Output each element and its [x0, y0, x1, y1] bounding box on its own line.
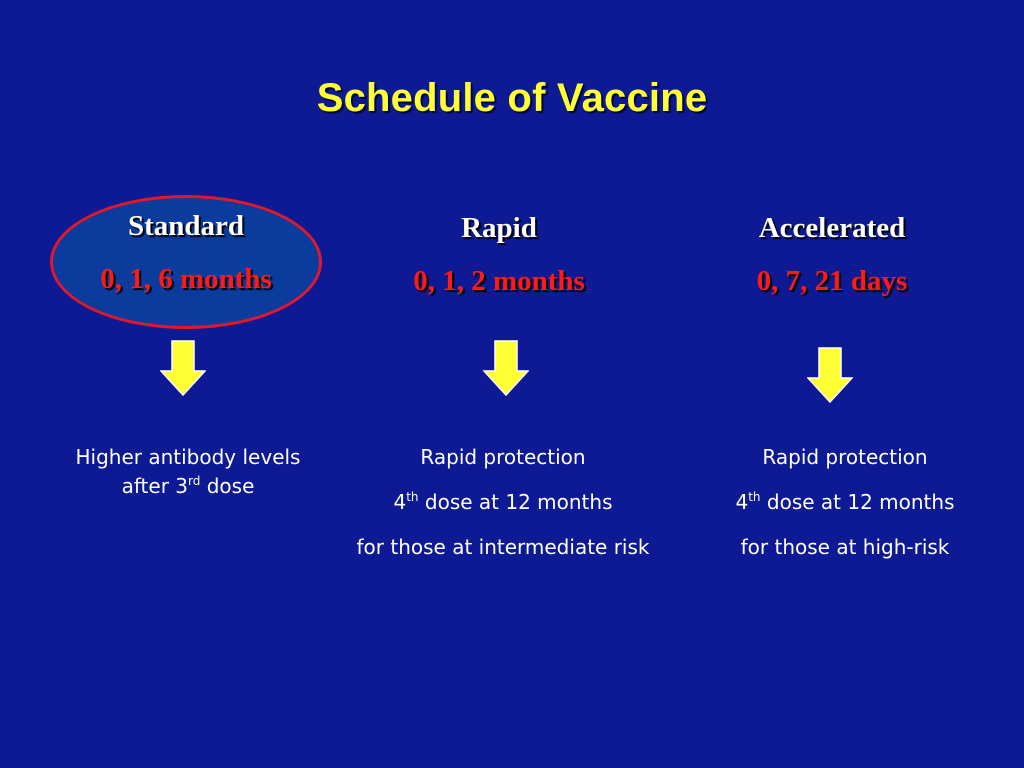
- description-text: 4: [393, 490, 407, 514]
- description-line: Higher antibody levels: [75, 445, 301, 469]
- description-standard: [38, 442, 338, 502]
- description-line: [333, 487, 673, 518]
- description-text: dose at 12 months: [760, 490, 955, 514]
- ordinal-suffix: rd: [188, 474, 201, 488]
- description-text: after 3: [121, 474, 189, 498]
- slide-title: Schedule of Vaccine: [316, 76, 708, 120]
- down-arrow-icon: [807, 347, 853, 403]
- description-line: for those at intermediate risk: [356, 535, 650, 559]
- column-schedule-accelerated: 0, 7, 21 days: [756, 265, 908, 297]
- description-text: 4: [735, 490, 749, 514]
- column-rapid: [349, 212, 649, 298]
- description-line: Rapid protection: [420, 445, 586, 469]
- column-standard: [36, 210, 336, 296]
- description-rapid: [333, 442, 673, 577]
- description-line: [675, 487, 1015, 518]
- description-text: dose at 12 months: [418, 490, 613, 514]
- ordinal-suffix: th: [748, 490, 761, 504]
- column-schedule-standard: 0, 1, 6 months: [100, 263, 272, 295]
- description-text: dose: [200, 474, 255, 498]
- description-line: [38, 471, 338, 502]
- description-line: for those at high-risk: [740, 535, 950, 559]
- column-heading-standard: Standard: [127, 210, 245, 242]
- column-accelerated: [682, 212, 982, 298]
- description-line: Rapid protection: [762, 445, 928, 469]
- description-accelerated: [675, 442, 1015, 577]
- ordinal-suffix: th: [406, 490, 419, 504]
- down-arrow-icon: [160, 340, 206, 396]
- column-heading-accelerated: Accelerated: [758, 212, 906, 244]
- column-schedule-rapid: 0, 1, 2 months: [413, 265, 585, 297]
- down-arrow-icon: [483, 340, 529, 396]
- column-heading-rapid: Rapid: [461, 212, 537, 244]
